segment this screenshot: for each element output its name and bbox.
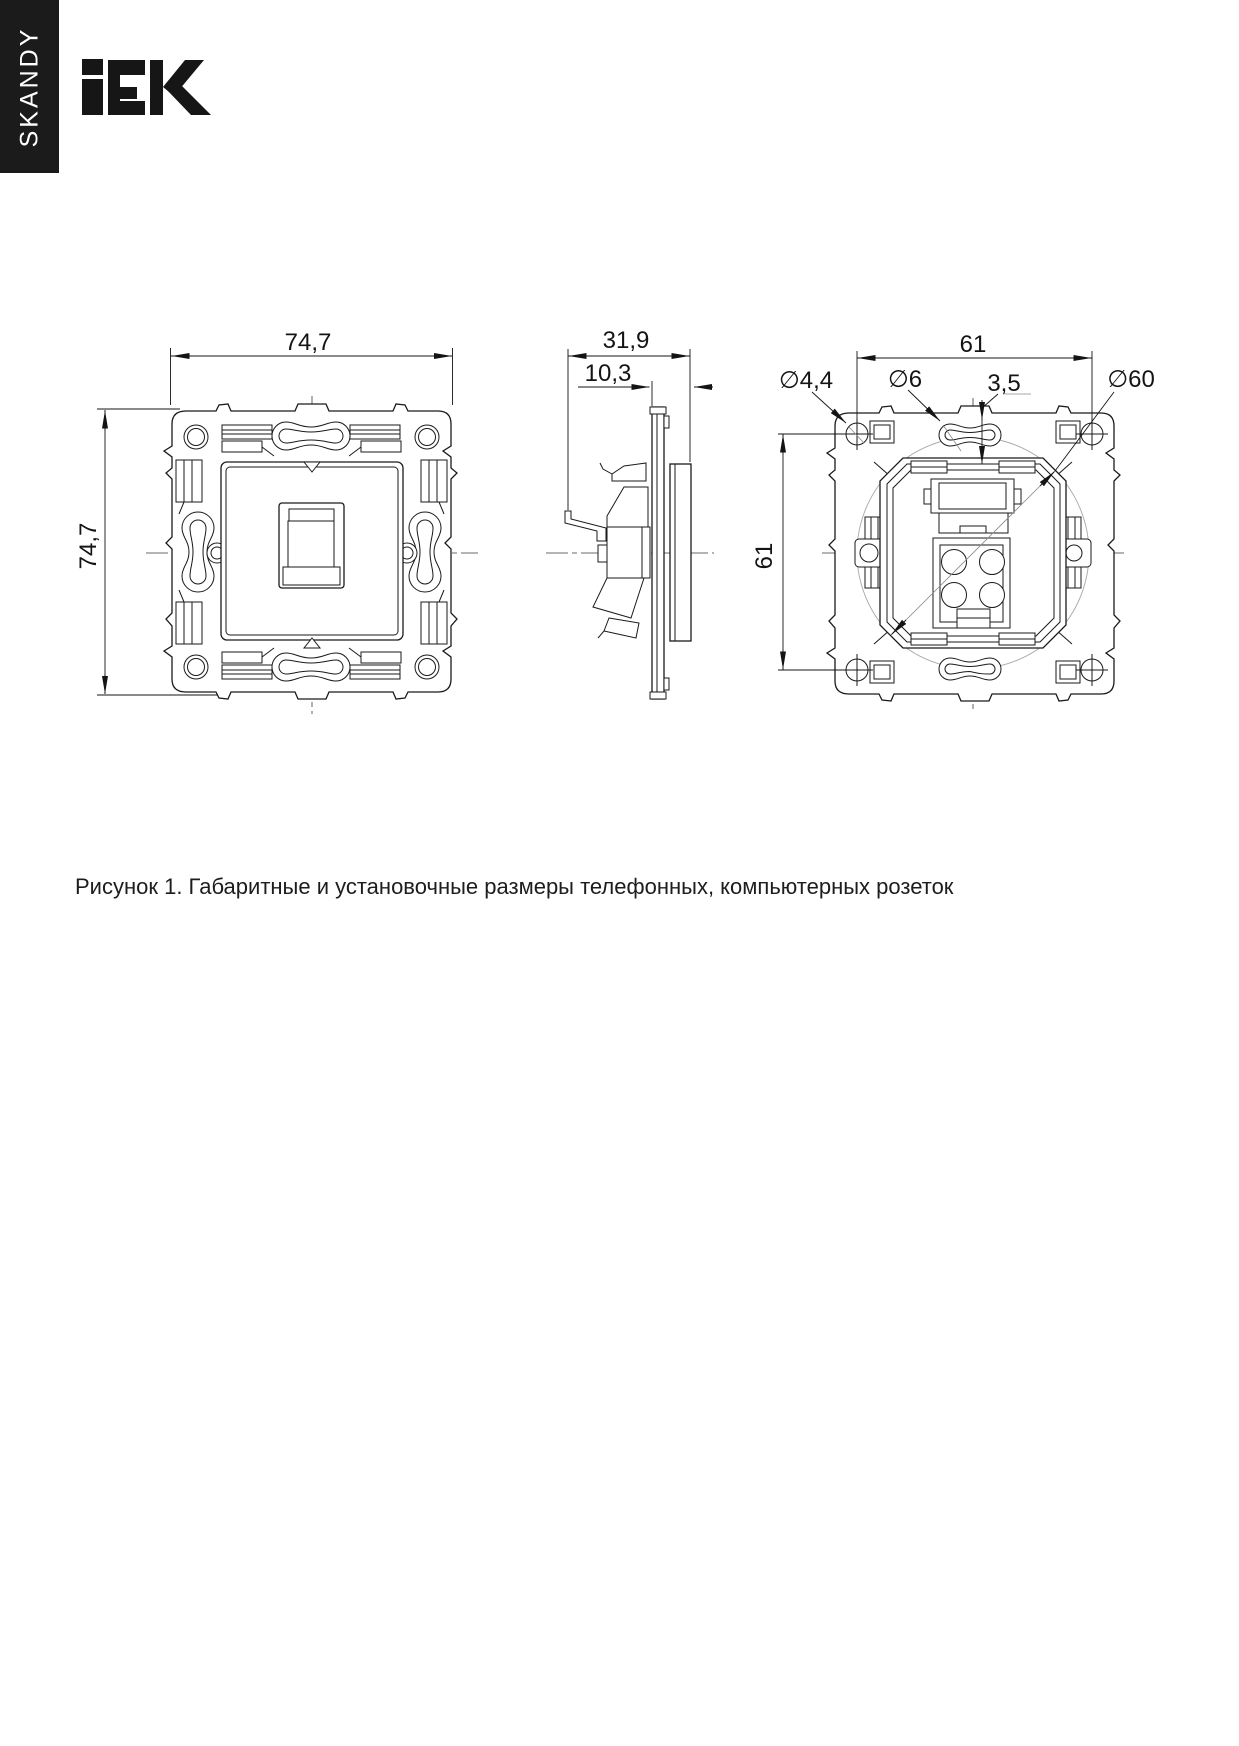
- front-rj-socket: [279, 503, 344, 588]
- dim-side-front-depth: 10,3: [584, 360, 632, 387]
- back-keystone: [924, 479, 1021, 533]
- callout-slot-width: 3,5: [987, 370, 1021, 397]
- callout-hole-diameter: ∅6: [887, 366, 923, 393]
- side-mechanism: [565, 463, 650, 638]
- callout-screw-diameter: ∅4,4: [778, 367, 834, 394]
- side-view: [546, 327, 714, 699]
- back-view: [751, 331, 1155, 710]
- series-label: SKANDY: [15, 26, 43, 147]
- dim-front-height: 74,7: [75, 522, 102, 570]
- figure-drawing: [0, 0, 1239, 780]
- dim-front-width: 74,7: [284, 329, 332, 356]
- callout-box-diameter: ∅60: [1107, 366, 1155, 393]
- dim-back-height: 61: [751, 542, 778, 570]
- back-terminal-block: [933, 538, 1010, 628]
- dim-side-depth: 31,9: [602, 327, 650, 354]
- front-view: [75, 329, 478, 714]
- figure-caption: Рисунок 1. Габаритные и установочные размеры телефонных, компьютерных розеток: [75, 874, 954, 899]
- side-wall-plate: [670, 464, 691, 641]
- dim-back-width: 61: [959, 331, 987, 358]
